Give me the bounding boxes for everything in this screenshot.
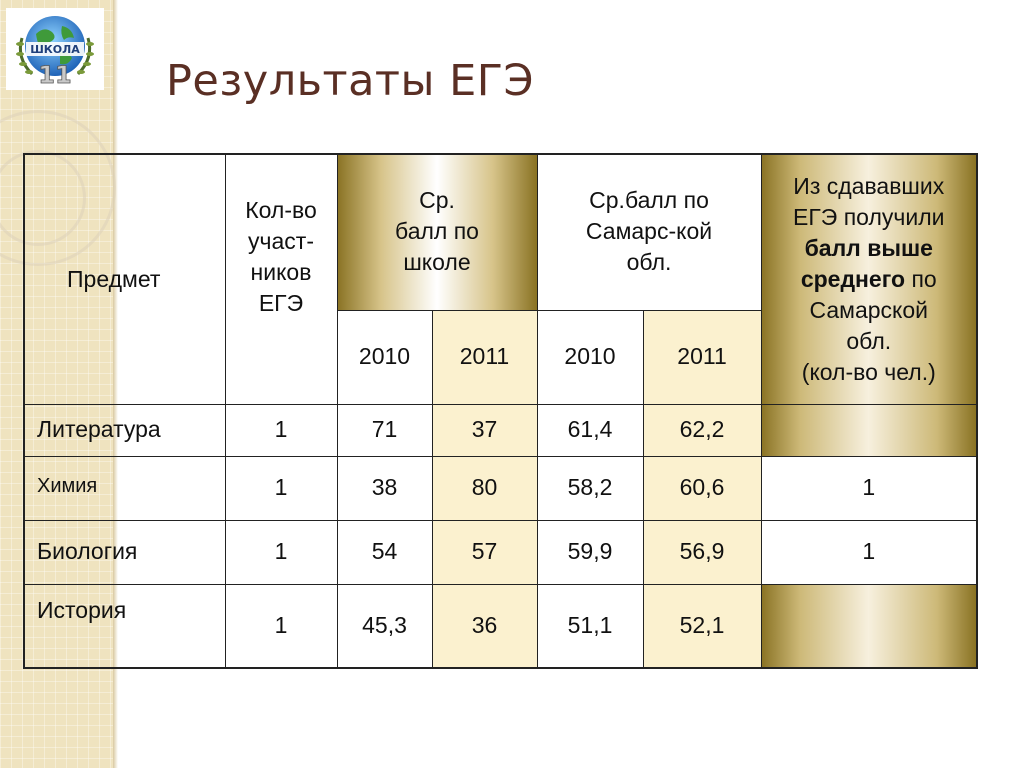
cell-subject: Литература — [24, 404, 225, 456]
table-row — [24, 584, 977, 668]
cell-region-2011: 52,1 — [643, 584, 761, 668]
year-region-2010: 2010 — [537, 310, 643, 404]
table-row — [24, 456, 977, 520]
header-school-average: Ср. балл по школе — [337, 154, 537, 310]
header-subject: Предмет — [24, 154, 225, 404]
cell-above-average: 1 — [761, 520, 977, 584]
cell-above-average — [761, 584, 977, 668]
cell-participants: 1 — [225, 456, 337, 520]
cell-school-2011: 36 — [432, 584, 537, 668]
cell-subject: История — [24, 584, 225, 668]
globe-laurel-icon — [6, 8, 104, 90]
header-above-average: Из сдававших ЕГЭ получили балл выше среднего по Самарской обл. (кол-во чел.) — [761, 154, 977, 404]
cell-school-2010: 45,3 — [337, 584, 432, 668]
cell-participants: 1 — [225, 404, 337, 456]
cell-school-2010: 54 — [337, 520, 432, 584]
cell-region-2010: 51,1 — [537, 584, 643, 668]
cell-region-2011: 60,6 — [643, 456, 761, 520]
cell-subject: Биология — [24, 520, 225, 584]
cell-subject: Химия — [24, 456, 225, 520]
cell-region-2010: 58,2 — [537, 456, 643, 520]
year-school-2011: 2011 — [432, 310, 537, 404]
cell-participants: 1 — [225, 584, 337, 668]
cell-participants: 1 — [225, 520, 337, 584]
logo-text: ШКОЛА — [30, 43, 80, 56]
results-table — [23, 153, 978, 669]
header-participants: Кол-во участ- ников ЕГЭ — [225, 154, 337, 404]
cell-school-2011: 80 — [432, 456, 537, 520]
cell-school-2010: 71 — [337, 404, 432, 456]
cell-region-2011: 62,2 — [643, 404, 761, 456]
cell-region-2011: 56,9 — [643, 520, 761, 584]
cell-school-2010: 38 — [337, 456, 432, 520]
cell-region-2010: 61,4 — [537, 404, 643, 456]
year-region-2011: 2011 — [643, 310, 761, 404]
school-logo — [6, 8, 104, 90]
slide-title: Результаты ЕГЭ — [166, 56, 535, 106]
cell-region-2010: 59,9 — [537, 520, 643, 584]
cell-school-2011: 57 — [432, 520, 537, 584]
cell-above-average: 1 — [761, 456, 977, 520]
table-row — [24, 404, 977, 456]
header-region-average: Ср.балл по Самарс-кой обл. — [537, 154, 761, 310]
table-row — [24, 520, 977, 584]
cell-school-2011: 37 — [432, 404, 537, 456]
cell-above-average — [761, 404, 977, 456]
year-school-2010: 2010 — [337, 310, 432, 404]
logo-number: 11 — [38, 61, 72, 89]
